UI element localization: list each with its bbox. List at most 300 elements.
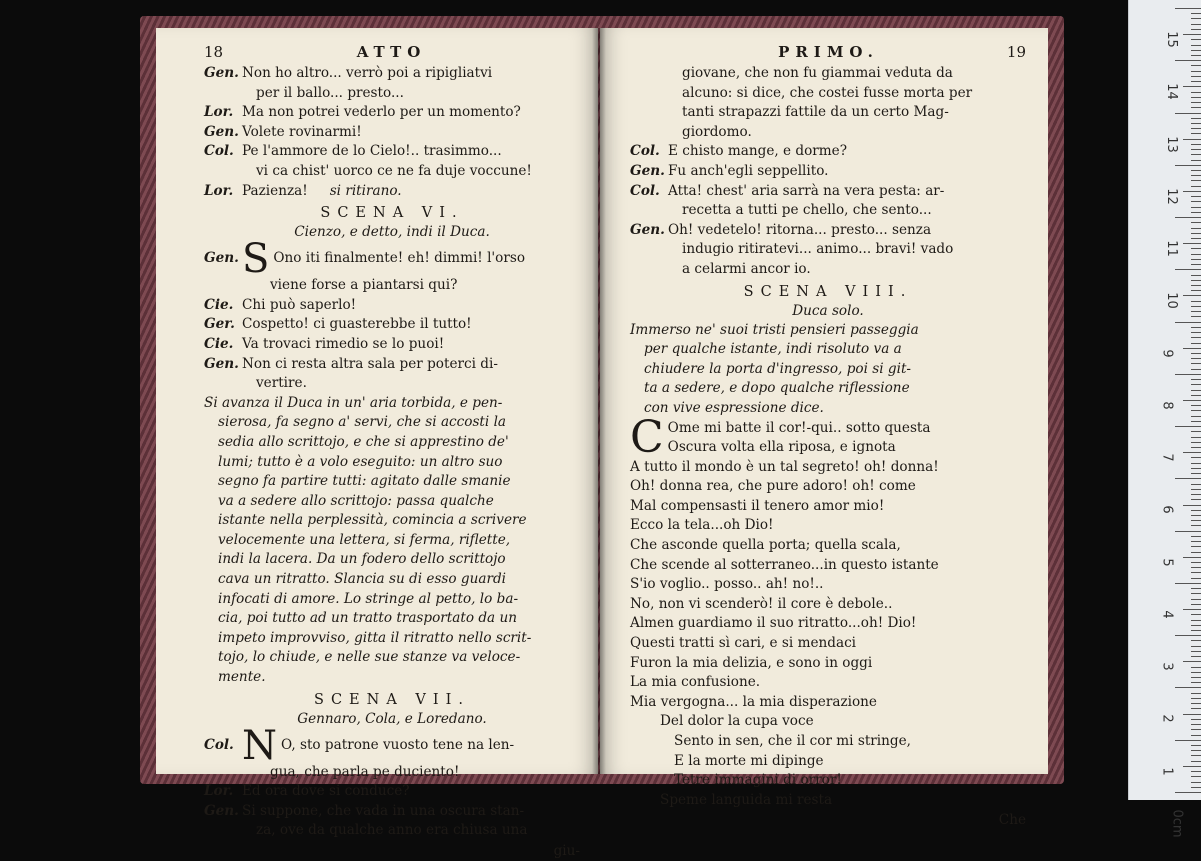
line-text: recetta a tutti pe chello, che sento... (682, 202, 932, 219)
ruler-tick (1191, 39, 1201, 40)
verse-line: Oh! donna rea, che pure adoro! oh! come (630, 478, 916, 495)
ruler-tick (1191, 719, 1201, 720)
ruler-tick (1191, 703, 1201, 704)
ruler-tick (1183, 452, 1201, 453)
stage-direction-line: Immerso ne' suoi tristi pensieri passeggia (630, 321, 919, 338)
ruler-tick (1191, 259, 1201, 260)
ruler-tick (1191, 363, 1201, 364)
ruler-tick (1191, 771, 1201, 772)
verse-line: Almen guardiamo il suo ritratto...oh! Dio! (630, 615, 917, 632)
ruler-tick (1191, 97, 1201, 98)
stage-direction-line: per qualche istante, indi risoluto va a (644, 341, 902, 358)
verse-line: Furon la mia delizia, e sono in oggi (630, 654, 873, 671)
ruler-tick (1183, 34, 1201, 35)
speaker: Gen. (204, 802, 239, 819)
stage-direction-line: ta a sedere, e dopo qualche riflessione (644, 380, 910, 397)
speaker: Cie. (204, 335, 234, 352)
ruler-number: 3 (1159, 662, 1175, 671)
ruler-tick (1191, 207, 1201, 208)
ruler-tick (1191, 149, 1201, 150)
ruler-tick (1175, 165, 1201, 166)
scene-8-title: SCENA VIII. (743, 283, 913, 300)
stage-direction-line: va a sedere allo scrittojo: passa qualche (218, 492, 494, 509)
ruler-tick (1175, 531, 1201, 532)
line-text: giovane, che non fu giammai veduta da (682, 65, 953, 81)
stage-direction-line: velocemente una lettera, si ferma, riflette, (218, 531, 511, 548)
scene-7-dialogue (204, 782, 580, 841)
ruler-tick (1191, 280, 1201, 281)
ruler-tick (1191, 379, 1201, 380)
right-dialogue (630, 64, 1026, 280)
dialogue-line (630, 240, 1026, 260)
left-page-header (204, 42, 580, 62)
ruler-tick (1191, 13, 1201, 14)
dialogue-line (630, 64, 1026, 84)
ruler-tick (1191, 123, 1201, 124)
ruler-number: 9 (1159, 348, 1175, 358)
dialogue-line (204, 142, 580, 162)
ruler-tick (1191, 463, 1201, 464)
verse-line: Oscura volta ella riposa, e ignota (667, 439, 896, 456)
ruler-tick (1191, 337, 1201, 338)
right-page-header (630, 42, 1026, 62)
ruler-tick (1191, 672, 1201, 673)
ruler-tick (1191, 196, 1201, 197)
ruler-tick (1191, 254, 1201, 255)
ruler-tick (1191, 55, 1201, 56)
stage-direction-line: cava un ritratto. Slancia su di esso guardi (218, 571, 507, 588)
ruler-tick (1191, 682, 1201, 683)
ruler-tick (1175, 322, 1201, 323)
ruler-tick (1191, 228, 1201, 229)
dialogue-line (204, 296, 580, 316)
ruler-tick (1183, 661, 1201, 662)
line-text: Ed ora dove si conduce? (242, 783, 410, 800)
ruler-tick (1191, 332, 1201, 333)
ruler-tick (1191, 154, 1201, 155)
ruler-number: 4 (1159, 610, 1175, 619)
stage-direction-line: con vive espressione dice. (644, 399, 824, 416)
ruler-tick (1191, 222, 1201, 223)
line-text: giordomo. (682, 123, 752, 140)
ruler-number: 15 (1163, 31, 1179, 48)
scene-7-first-line-cont: gua, che parla pe duciento! (270, 763, 460, 780)
ruler-tick (1191, 442, 1201, 443)
scene-6-title: SCENA VI. (320, 205, 464, 222)
stage-direction-line: tojo, lo chiude, e nelle sue stanze va veloce- (218, 649, 521, 666)
ruler-tick (1191, 405, 1201, 406)
scene-6-first-line-cont: viene forse a piantarsi qui? (270, 277, 458, 294)
line-text: za, ove da qualche anno era chiusa una (256, 822, 528, 839)
dialogue-line (630, 103, 1026, 123)
ruler-tick (1191, 175, 1201, 176)
ruler-tick (1191, 24, 1201, 25)
ruler-tick (1191, 248, 1201, 249)
dialogue-line (630, 162, 1026, 182)
ruler-tick (1191, 369, 1201, 370)
ruler-tick (1175, 113, 1201, 114)
speaker: Col. (204, 143, 234, 160)
ruler-tick (1191, 787, 1201, 788)
ruler-number: 5 (1159, 558, 1175, 567)
ruler-tick (1183, 400, 1201, 401)
running-title-left: ATTO (356, 43, 427, 61)
ruler-tick (1191, 431, 1201, 432)
ruler-tick (1175, 8, 1201, 9)
line-text: per il ballo... presto... (256, 84, 404, 101)
ruler-tick (1175, 478, 1201, 479)
measuring-ruler (1128, 0, 1201, 838)
speaker: Gen. (630, 162, 665, 179)
speaker: Col. (630, 182, 660, 199)
ruler-tick (1175, 687, 1201, 688)
stage-direction-line: sierosa, fa segno a' servi, che si accosti la (218, 414, 507, 431)
verse-line: Ome mi batte il cor!-qui.. sotto questa (667, 419, 931, 436)
ruler-tick (1191, 170, 1201, 171)
scene-7-characters: Gennaro, Cola, e Loredano. (297, 710, 487, 727)
catchword-right: Che (998, 812, 1026, 829)
ruler-tick (1191, 698, 1201, 699)
speaker: Col. (204, 736, 234, 753)
ruler-number: 0cm (1169, 809, 1185, 838)
ruler-tick (1175, 635, 1201, 636)
ruler-tick (1191, 144, 1201, 145)
scene-7-first-line (204, 722, 580, 769)
ruler-tick (1191, 745, 1201, 746)
line-text: tanti strapazzi fattile da un certo Mag- (682, 104, 949, 121)
verse-line: Mia vergogna... la mia disperazione (630, 693, 877, 710)
ruler-number: 12 (1163, 188, 1179, 205)
running-title-right: PRIMO. (778, 43, 879, 61)
speaker: Gen. (204, 250, 239, 267)
ruler-tick (1191, 520, 1201, 521)
dialogue-line (204, 123, 580, 143)
dialogue-line (204, 315, 580, 335)
ruler-tick (1183, 295, 1201, 296)
ruler-tick (1175, 740, 1201, 741)
ruler-tick (1183, 348, 1201, 349)
ruler-tick (1191, 599, 1201, 600)
line-text: Si suppone, che vada in una oscura stan- (242, 802, 525, 819)
line-text: Non ci resta altra sala per poterci di- (242, 355, 498, 372)
ruler-tick (1191, 510, 1201, 511)
ruler-tick (1191, 593, 1201, 594)
line-text: Chi può saperlo! (242, 296, 357, 313)
stage-direction-line: mente. (218, 669, 266, 686)
page-number-right: 19 (1006, 43, 1026, 61)
ruler-tick (1191, 724, 1201, 725)
line-text: Va trovaci rimedio se lo puoi! (242, 335, 445, 352)
ruler-tick (1191, 71, 1201, 72)
verse-line: Ecco la tela...oh Dio! (630, 517, 774, 534)
ruler-tick (1183, 766, 1201, 767)
stage-direction-line: infocati di amore. Lo stringe al petto, lo ba- (218, 590, 519, 607)
line-text: Cospetto! ci guasterebbe il tutto! (242, 316, 472, 333)
ruler-number: 7 (1159, 453, 1175, 462)
dialogue-line (630, 123, 1026, 143)
ruler-tick (1191, 708, 1201, 709)
verse-line: Mal compensasti il tenero amor mio! (630, 497, 885, 514)
ruler-tick (1191, 421, 1201, 422)
ruler-tick (1175, 583, 1201, 584)
ruler-tick (1191, 238, 1201, 239)
dialogue-line (630, 201, 1026, 221)
ruler-tick (1191, 416, 1201, 417)
ruler-tick (1191, 233, 1201, 234)
ruler-tick (1191, 306, 1201, 307)
ruler-tick (1191, 327, 1201, 328)
ruler-number: 6 (1159, 505, 1175, 515)
stage-direction-line: indi la lacera. Da un fodero dello scrittojo (218, 551, 506, 568)
ruler-tick (1191, 457, 1201, 458)
dialogue-line (630, 182, 1026, 202)
right-page (600, 28, 1048, 829)
speaker: Lor. (204, 783, 234, 800)
ruler-tick (1191, 614, 1201, 615)
stage-direction-line: segno fa partire tutti: agitato dalle smanie (218, 473, 511, 490)
dialogue-line (204, 162, 580, 182)
drop-cap: S (242, 236, 270, 283)
ruler-tick (1191, 92, 1201, 93)
ruler-tick (1191, 755, 1201, 756)
stage-note: si ritirano. (329, 182, 402, 199)
ruler-tick (1191, 201, 1201, 202)
line-text: O, sto patrone vuosto tene na len- (281, 736, 515, 753)
dialogue-line (630, 221, 1026, 241)
ruler-tick (1191, 102, 1201, 103)
ruler-tick (1191, 212, 1201, 213)
line-text: Volete rovinarmi! (242, 123, 362, 140)
ruler-tick (1191, 735, 1201, 736)
scene-8-characters: Duca solo. (792, 302, 864, 319)
ruler-number: 2 (1159, 714, 1175, 724)
ruler-tick (1191, 646, 1201, 647)
scene-6-first-line (204, 236, 580, 283)
stage-direction-line: cia, poi tutto ad un tratto trasportato da un (218, 610, 517, 627)
ruler-tick (1191, 81, 1201, 82)
ruler-tick (1191, 693, 1201, 694)
book-gutter (592, 28, 606, 774)
ruler-tick (1191, 343, 1201, 344)
dialogue-line (204, 821, 580, 841)
ruler-tick (1191, 761, 1201, 762)
left-dialogue (204, 64, 580, 201)
verse-line: E la morte mi dipinge (674, 752, 824, 769)
line-text: vi ca chist' uorco ce ne fa duje voccune! (256, 162, 532, 179)
line-text: Ma non potrei vederlo per un momento? (242, 104, 521, 121)
stage-direction-line: impeto improvviso, gitta il ritratto nello scrit- (218, 629, 532, 646)
ruler-tick (1191, 494, 1201, 495)
dialogue-line (204, 355, 580, 375)
verse-line: No, non vi scenderò! il core è debole.. (630, 595, 893, 612)
ruler-tick (1191, 316, 1201, 317)
ruler-tick (1191, 484, 1201, 485)
line-text: Ono iti finalmente! eh! dimmi! l'orso (273, 250, 526, 267)
ruler-tick (1191, 552, 1201, 553)
ruler-number: 8 (1159, 401, 1175, 410)
line-text: Pe l'ammore de lo Cielo!.. trasimmo... (242, 143, 502, 160)
ruler-tick (1191, 128, 1201, 129)
ruler-tick (1191, 285, 1201, 286)
ruler-tick (1191, 180, 1201, 181)
dialogue-line (204, 84, 580, 104)
ruler-tick (1191, 301, 1201, 302)
ruler-tick (1191, 525, 1201, 526)
dialogue-line (204, 374, 580, 394)
ruler-tick (1191, 651, 1201, 652)
ruler-number: 11 (1163, 240, 1179, 257)
stage-direction-line: chiudere la porta d'ingresso, poi si git- (644, 360, 911, 377)
verse-line: Speme languida mi resta (660, 791, 833, 808)
ruler-tick (1191, 45, 1201, 46)
verse-line: S'io voglio.. posso.. ah! no!.. (630, 576, 824, 593)
speaker: Ger. (204, 316, 235, 333)
ruler-tick (1175, 792, 1201, 793)
line-text: indugio ritiratevi... animo... bravi! vado (682, 241, 954, 258)
ruler-tick (1191, 384, 1201, 385)
ruler-tick (1191, 447, 1201, 448)
verse-line: A tutto il mondo è un tal segreto! oh! donna! (630, 458, 939, 475)
stage-direction-line: lumi; tutto è a volo eseguito: un altro suo (218, 453, 503, 470)
ruler-tick (1191, 76, 1201, 77)
line-text: Pazienza! (242, 182, 308, 199)
ruler-tick (1191, 311, 1201, 312)
ruler-tick (1191, 536, 1201, 537)
speaker: Col. (630, 143, 660, 160)
ruler-tick (1191, 358, 1201, 359)
page-number-left: 18 (204, 43, 224, 61)
dialogue-line (630, 84, 1026, 104)
ruler-tick (1191, 630, 1201, 631)
speaker: Lor. (204, 104, 234, 121)
dialogue-line (204, 64, 580, 84)
ruler-tick (1191, 395, 1201, 396)
ruler-tick (1175, 374, 1201, 375)
ruler-tick (1191, 667, 1201, 668)
speaker: Gen. (204, 123, 239, 140)
speaker: Lor. (204, 182, 234, 199)
line-text: alcuno: si dice, che costei fusse morta per (682, 84, 973, 101)
ruler-tick (1191, 499, 1201, 500)
ruler-tick (1191, 118, 1201, 119)
ruler-tick (1191, 473, 1201, 474)
line-text: Oh! vedetelo! ritorna... presto... senza (668, 221, 932, 238)
ruler-tick (1191, 468, 1201, 469)
ruler-tick (1191, 656, 1201, 657)
ruler-tick (1191, 640, 1201, 641)
stage-direction-line: istante nella perplessità, comincia a scrivere (218, 512, 527, 529)
catchword-left: giu- (553, 843, 580, 859)
dialogue-line (204, 335, 580, 355)
dialogue-line (204, 103, 580, 123)
stage-direction-duca (204, 394, 580, 688)
ruler-tick (1191, 353, 1201, 354)
line-text: a celarmi ancor io. (682, 260, 811, 277)
line-text: Non ho altro... verrò poi a ripigliatvi (242, 65, 493, 81)
dialogue-line (630, 142, 1026, 162)
left-page (156, 28, 598, 859)
ruler-tick (1191, 264, 1201, 265)
ruler-tick (1191, 50, 1201, 51)
speaker: Gen. (204, 65, 239, 81)
line-text: E chisto mange, e dorme? (668, 143, 848, 160)
ruler-tick (1191, 546, 1201, 547)
ruler-tick (1191, 588, 1201, 589)
verse-line: Che asconde quella porta; quella scala, (630, 537, 901, 554)
ruler-tick (1175, 426, 1201, 427)
stage-direction-duca-solo (630, 321, 1026, 419)
ruler-tick (1191, 65, 1201, 66)
verse-line: Questi tratti sì cari, e si mendaci (630, 635, 857, 652)
ruler-tick (1175, 269, 1201, 270)
stage-direction-line: sedia allo scrittojo, e che si apprestino de' (218, 433, 509, 450)
ruler-tick (1191, 290, 1201, 291)
ruler-tick (1191, 776, 1201, 777)
verse-line: La mia confusione. (630, 674, 761, 691)
ruler-number: 13 (1163, 135, 1179, 153)
line-text: Atta! chest' aria sarrà na vera pesta: ar- (668, 182, 945, 199)
stage-direction-line: Si avanza il Duca in un' aria torbida, e pen- (204, 394, 503, 411)
ruler-tick (1191, 677, 1201, 678)
ruler-tick (1191, 620, 1201, 621)
drop-cap: C (630, 411, 664, 463)
ruler-tick (1191, 541, 1201, 542)
scene-6-characters: Cienzo, e detto, indi il Duca. (294, 224, 490, 241)
ruler-tick (1191, 562, 1201, 563)
ruler-tick (1191, 572, 1201, 573)
ruler-tick (1183, 191, 1201, 192)
ruler-number: 10 (1163, 292, 1179, 310)
verse-line: Sento in sen, che il cor mi stringe, (674, 733, 911, 749)
scene-7-title: SCENA VII. (314, 691, 470, 708)
ruler-tick (1191, 18, 1201, 19)
ruler-tick (1191, 515, 1201, 516)
verse-line: Del dolor la cupa voce (660, 713, 814, 730)
ruler-tick (1191, 782, 1201, 783)
scene-6-dialogue (204, 296, 580, 394)
ruler-tick (1183, 609, 1201, 610)
ruler-tick (1191, 133, 1201, 134)
ruler-tick (1191, 275, 1201, 276)
speaker: Cie. (204, 296, 234, 313)
ruler-tick (1191, 750, 1201, 751)
ruler-tick (1191, 604, 1201, 605)
ruler-tick (1183, 243, 1201, 244)
ruler-tick (1183, 86, 1201, 87)
ruler-tick (1191, 186, 1201, 187)
ruler-tick (1183, 557, 1201, 558)
ruler-tick (1191, 578, 1201, 579)
ruler-tick (1191, 160, 1201, 161)
ruler-tick (1191, 729, 1201, 730)
ruler-tick (1175, 217, 1201, 218)
ruler-tick (1191, 567, 1201, 568)
dialogue-line (630, 260, 1026, 280)
ruler-tick (1191, 390, 1201, 391)
speaker: Gen. (204, 355, 239, 372)
ruler-tick (1191, 410, 1201, 411)
line-text: vertire. (256, 375, 307, 392)
speaker: Gen. (630, 221, 665, 238)
verse-line: Che scende al sotterraneo...in questo istante (630, 556, 939, 573)
dialogue-line (204, 782, 580, 802)
duca-verse (630, 411, 1026, 811)
ruler-tick (1191, 107, 1201, 108)
verse-lines (630, 411, 1026, 811)
ruler-number: 14 (1163, 83, 1179, 101)
line-text: Fu anch'egli seppellito. (668, 162, 829, 179)
ruler-tick (1191, 625, 1201, 626)
